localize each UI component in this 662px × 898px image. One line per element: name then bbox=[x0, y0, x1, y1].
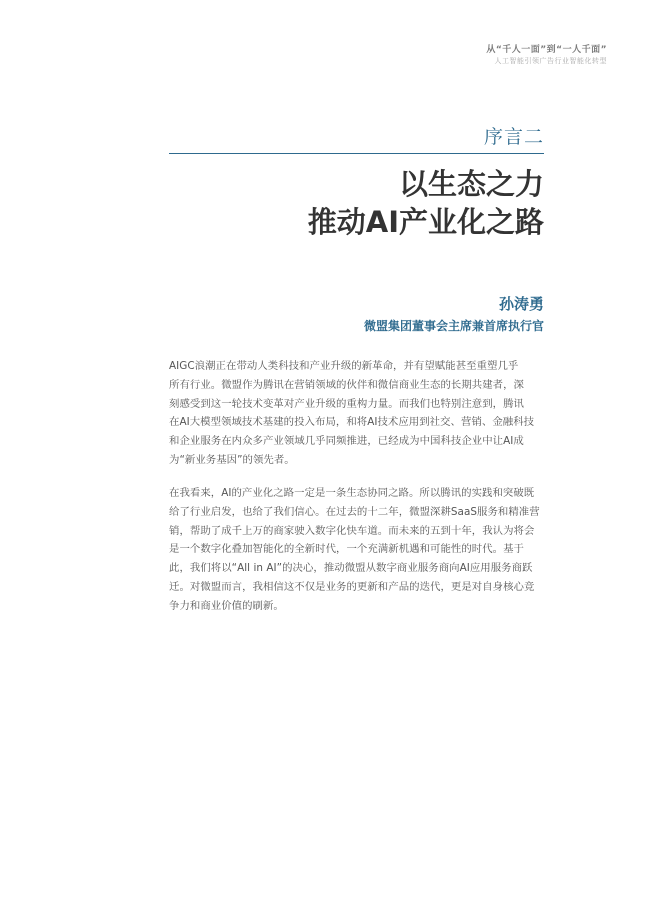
author-name: 孙涛勇 bbox=[498, 295, 544, 313]
running-header-subtitle: 人工智能引领广告行业智能化转型 bbox=[494, 57, 607, 65]
page-title-line-2: 推动AI产业化之路 bbox=[307, 205, 544, 239]
body-paragraph-2 bbox=[169, 484, 546, 616]
paragraph-line: 给了行业启发，也给了我们信心。在过去的十二年，微盟深耕SaaS服务和精准营 bbox=[169, 505, 540, 518]
paragraph-line: 是一个数字化叠加智能化的全新时代，一个充满新机遇和可能性的时代。基于 bbox=[169, 543, 524, 556]
running-header-title: 从“千人一面”到“一人千面” bbox=[486, 45, 607, 55]
running-header bbox=[486, 44, 607, 67]
paragraph-line: AIGC浪潮正在带动人类科技和产业升级的新革命，并有望赋能甚至重塑几乎 bbox=[169, 360, 519, 372]
paragraph-line: 销，帮助了成千上万的商家驶入数字化快车道。而未来的五到十年，我认为将会 bbox=[169, 524, 535, 537]
section-divider bbox=[169, 153, 544, 154]
page-title bbox=[308, 165, 544, 241]
paragraph-line: 迁。对微盟而言，我相信这不仅是业务的更新和产品的迭代，更是对自身核心竞 bbox=[169, 580, 535, 593]
paragraph-line: 为“新业务基因”的领先者。 bbox=[169, 453, 295, 466]
paragraph-line: 刻感受到这一轮技术变革对产业升级的重构力量。而我们也特别注意到，腾讯 bbox=[169, 397, 524, 410]
author-role: 微盟集团董事会主席兼首席执行官 bbox=[363, 319, 544, 333]
paragraph-line: 在AI大模型领域技术基建的投入布局，和将AI技术应用到社交、营销、金融科技 bbox=[169, 416, 535, 429]
paragraph-line: 在我看来，AI的产业化之路一定是一条生态协同之路。所以腾讯的实践和突破既 bbox=[169, 487, 535, 499]
paragraph-line: 所有行业。微盟作为腾讯在营销领域的伙伴和微信商业生态的长期共建者，深 bbox=[169, 378, 524, 391]
paragraph-line: 争力和商业价值的刷新。 bbox=[169, 599, 284, 612]
page-title-line-1: 以生态之力 bbox=[398, 167, 544, 201]
paragraph-line: 和企业服务在内众多产业领域几乎同频推进，已经成为中国科技企业中让AI成 bbox=[169, 435, 524, 448]
paragraph-line: 此，我们将以“All in AI”的决心，推动微盟从数字商业服务商向AI应用服务商跃 bbox=[169, 562, 533, 575]
body-paragraph-1 bbox=[169, 357, 546, 470]
section-label: 序言二 bbox=[483, 126, 544, 148]
